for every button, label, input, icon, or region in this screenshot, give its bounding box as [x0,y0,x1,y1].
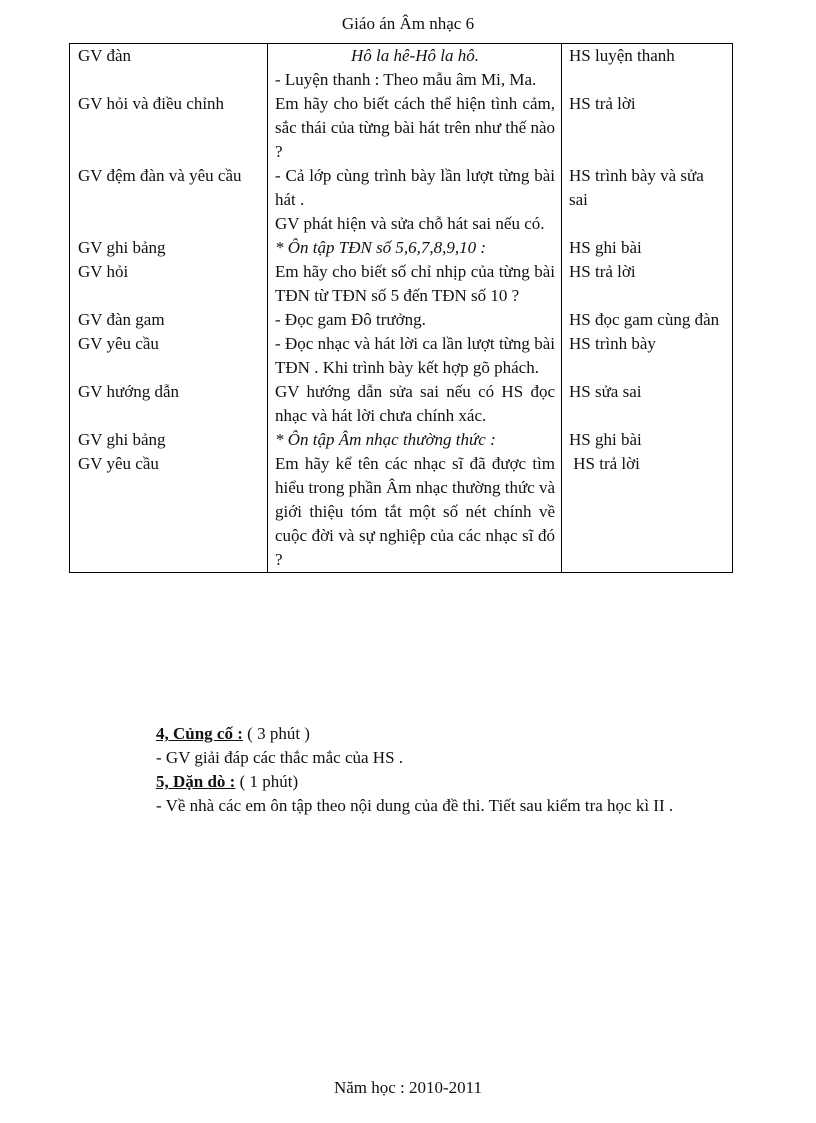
content-line: GV phát hiện và sửa chỗ hát sai nếu có. [275,214,545,233]
section-5-title: 5, Dặn dò : [156,772,236,791]
section-4-title: 4, Củng cố : [156,724,243,743]
content-heading: * Ôn tập Âm nhạc thường thức : [275,430,496,449]
section-5-text: - Về nhà các em ôn tập theo nội dung của đề thi. Tiết sau kiểm tra học kì II . [156,796,674,815]
student-activity: HS sửa sai [569,382,642,401]
student-activity-cell [562,164,733,236]
section-5-time: ( 1 phút) [235,772,299,791]
teacher-activity-cell [70,308,268,380]
content-line: - Cả lớp cùng trình bày lần lượt từng bài hát . [275,166,555,209]
student-activity-cell [562,308,733,380]
content-cell [268,428,562,573]
table-row [70,380,733,428]
teacher-activity-cell [70,236,268,308]
teacher-activity: GV đệm đàn và yêu cầu [78,166,242,185]
content-line: Em hãy cho biết cách thể hiện tình cảm, sắc thái của từng bài hát trên như thế nào ? [275,94,555,161]
student-activity: HS ghi bài [569,430,642,449]
student-activity: HS trả lời [569,454,640,473]
teacher-activity: GV đàn gam [78,310,165,329]
teacher-activity-cell [70,164,268,236]
content-cell [268,44,562,165]
student-activity: HS trả lời [569,94,636,113]
content-heading: * Ôn tập TĐN số 5,6,7,8,9,10 : [275,238,487,257]
content-line: Em hãy cho biết số chỉ nhịp của từng bài TĐN từ TĐN số 5 đến TĐN số 10 ? [275,262,555,305]
teacher-activity-cell [70,428,268,573]
teacher-activity: GV ghi bảng [78,238,166,257]
teacher-activity: GV ghi bảng [78,430,166,449]
lesson-table [69,43,733,573]
table-row [70,236,733,308]
content-line: - Đọc gam Đô trưởng. [275,310,426,329]
teacher-activity: GV hỏi và điều chỉnh [78,94,225,113]
content-line: - Đọc nhạc và hát lời ca lần lượt từng bài TĐN . Khi trình bày kết hợp gõ phách. [275,334,555,377]
spacer [569,68,726,92]
content-cell [268,164,562,236]
table-row [70,308,733,380]
content-line: - Luyện thanh : Theo mẫu âm Mi, Ma. [275,70,537,89]
student-activity: HS đọc gam cùng đàn [569,310,720,329]
page-footer: Năm học : 2010-2011 [333,1078,483,1097]
spacer [78,68,261,92]
section-4-text: - GV giải đáp các thắc mắc của HS . [156,748,404,767]
teacher-activity: GV hỏi [78,262,129,281]
student-activity: HS trình bày [569,334,656,353]
student-activity: HS trình bày và sửa sai [569,166,704,209]
student-activity-cell [562,44,733,165]
content-cell [268,236,562,308]
section-5 [156,770,756,794]
section-4 [156,722,756,746]
student-activity: HS luyện thanh [569,46,675,65]
teacher-activity: GV yêu cầu [78,454,159,473]
table-row [70,44,733,165]
content-line: Em hãy kể tên các nhạc sĩ đã được tìm hiểu trong phần Âm nhạc thường thức và giới thiệu tóm tắt một số nét chính về cuộc đời và sự nghiệp của các nhạc sĩ đó ? [275,454,555,569]
section-4-time: ( 3 phút ) [242,724,310,743]
student-activity-cell [562,380,733,428]
teacher-activity: GV hướng dẫn [78,382,179,401]
student-activity-cell [562,236,733,308]
teacher-activity: GV đàn [78,46,132,65]
student-activity: HS trả lời [569,262,636,281]
content-line: Hô la hê-Hô la hô. [351,46,479,65]
content-cell [268,308,562,380]
closing-sections [156,722,756,818]
table-row [70,428,733,573]
content-cell [268,380,562,428]
teacher-activity: GV yêu cầu [78,334,159,353]
page-header: Giáo án Âm nhạc 6 [341,14,475,33]
teacher-activity-cell [70,380,268,428]
content-line: GV hướng dẫn sửa sai nếu có HS đọc nhạc và hát lời chưa chính xác. [275,382,555,425]
teacher-activity-cell [70,44,268,165]
student-activity: HS ghi bài [569,238,642,257]
table-row [70,164,733,236]
student-activity-cell [562,428,733,573]
